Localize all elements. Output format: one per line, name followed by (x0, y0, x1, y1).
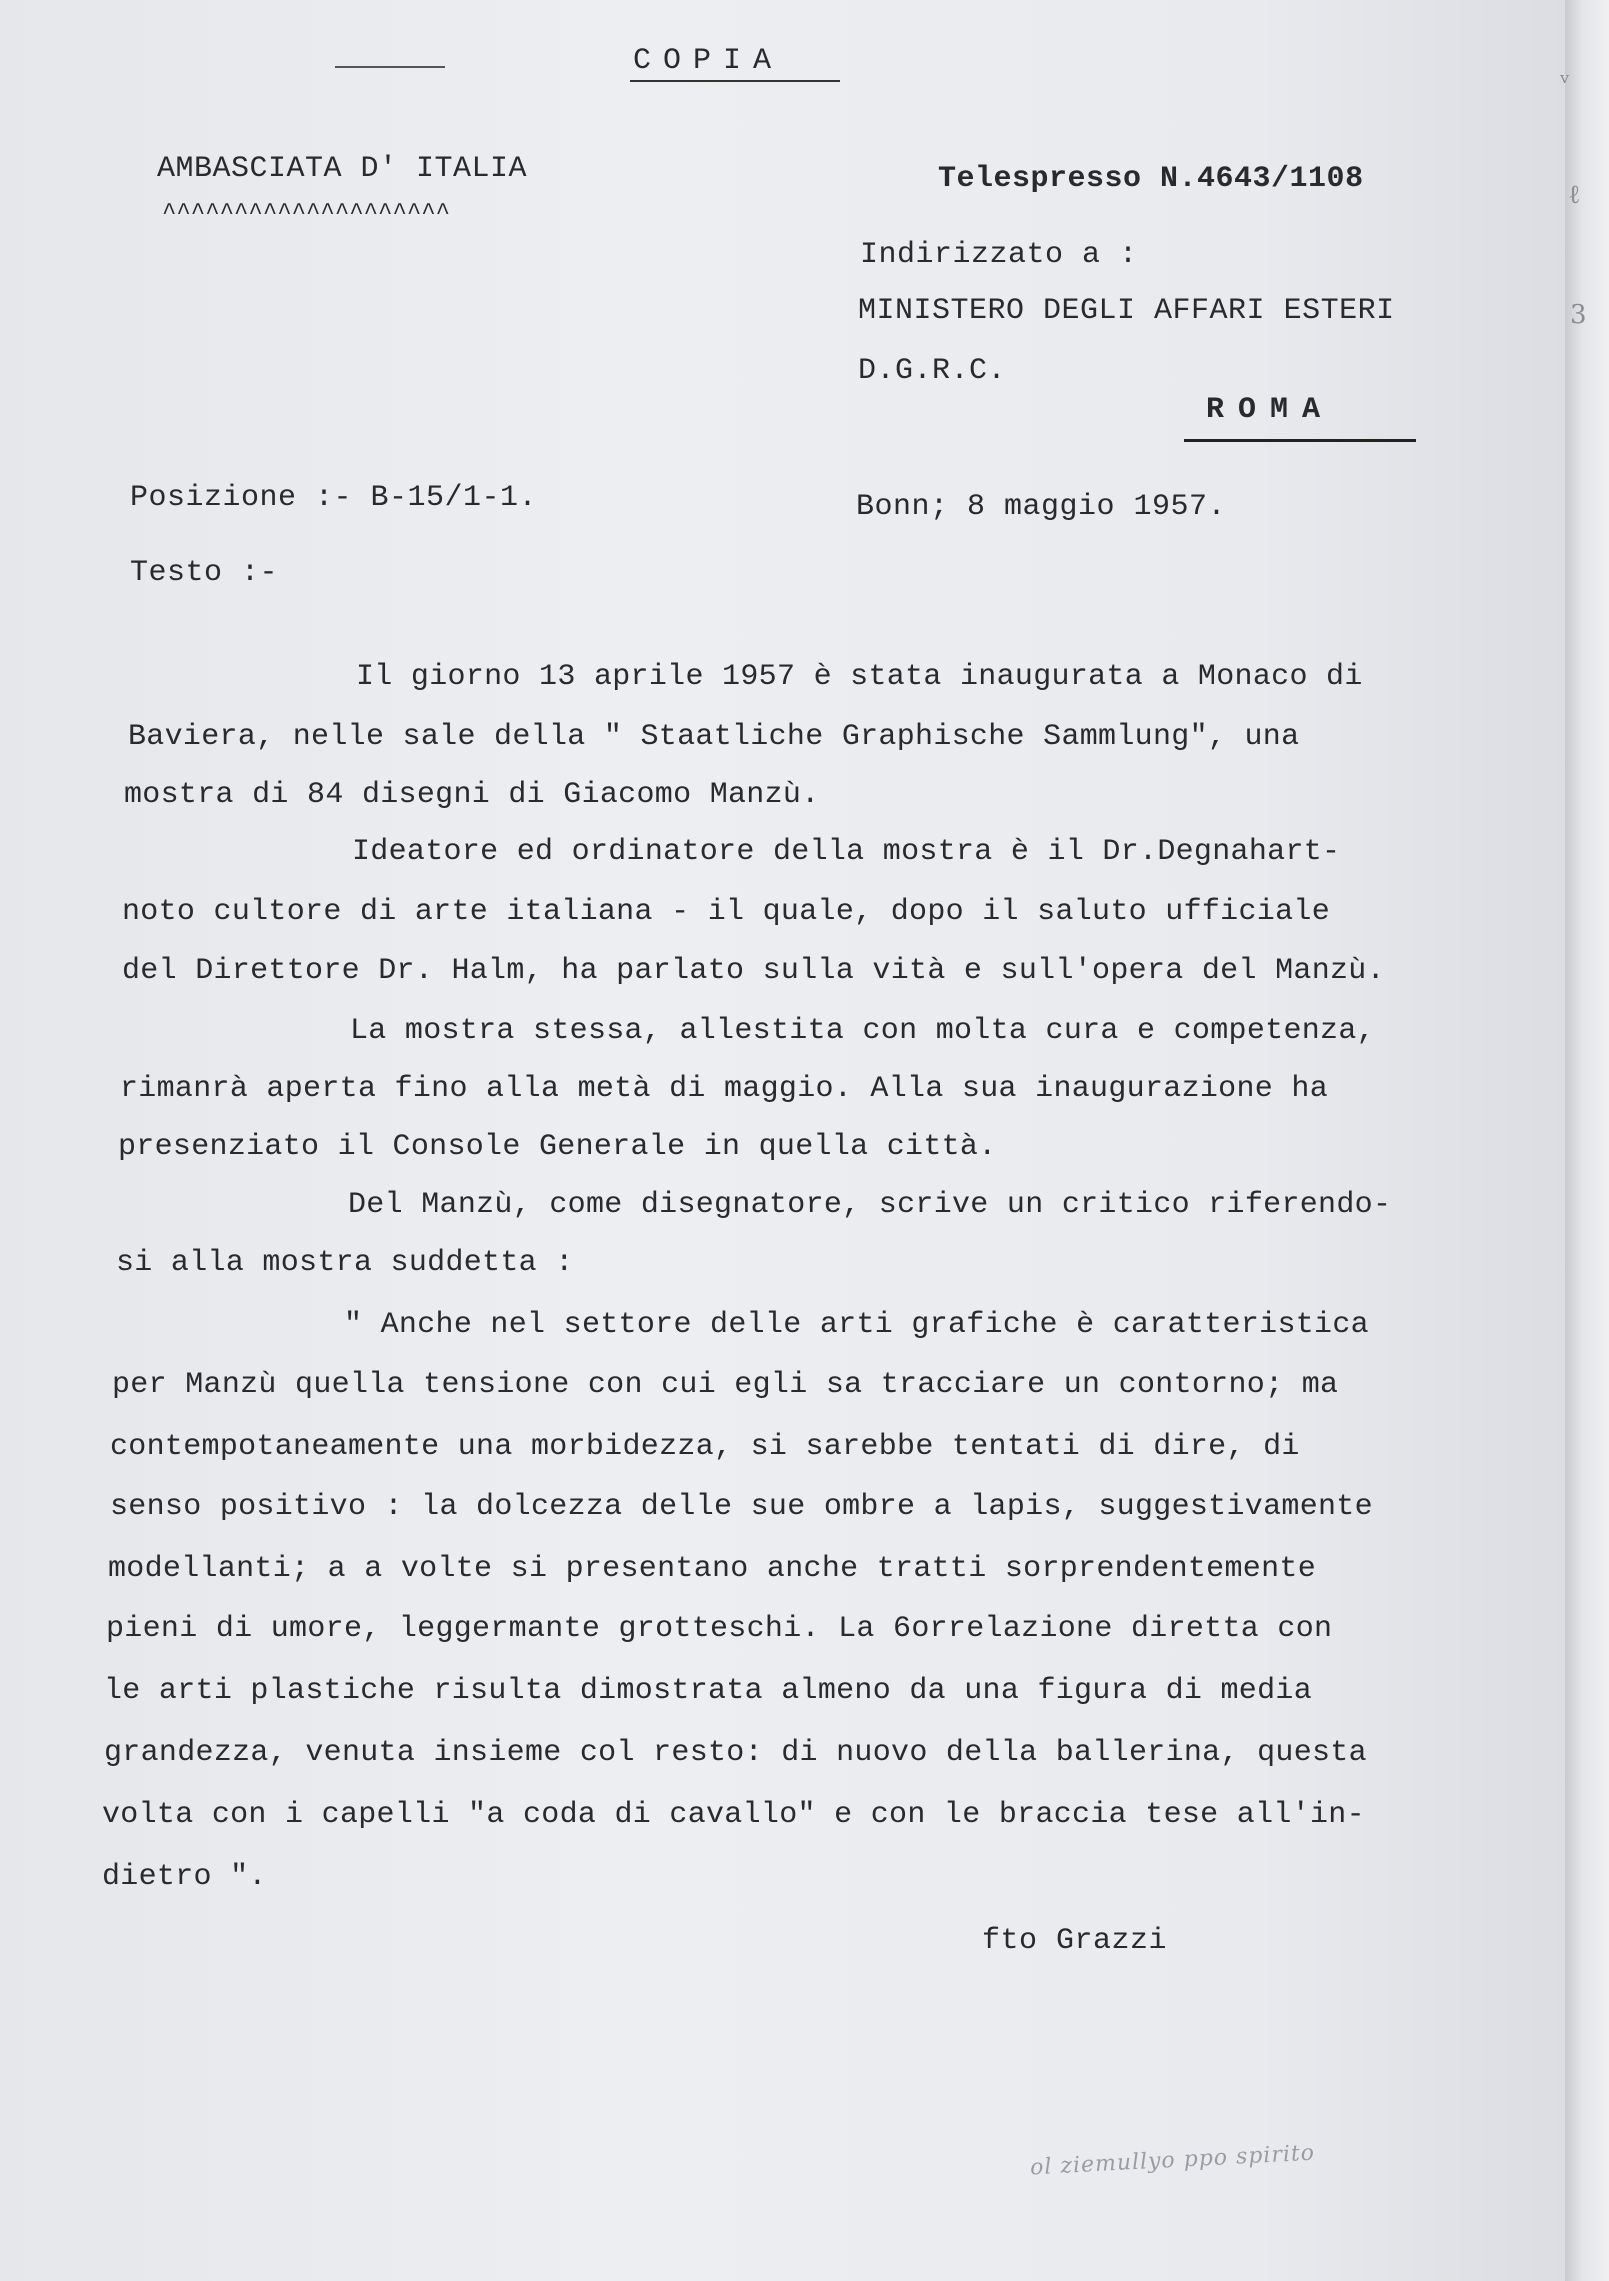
body-line: modellanti; a a volte si presentano anche tratti sorprendentemente (108, 1552, 1316, 1586)
signature: fto Grazzi (982, 1924, 1168, 1958)
body-line: grandezza, venuta insieme col resto: di nuovo della ballerina, questa (104, 1736, 1367, 1770)
position-reference: Posizione :- B-15/1-1. (130, 481, 538, 515)
text-label: Testo :- (130, 556, 279, 590)
header-title-underline (630, 80, 840, 82)
body-line: La mostra stessa, allestita con molta cura e competenza, (350, 1014, 1375, 1048)
margin-mark: ℓ (1568, 180, 1581, 210)
recipient-ministry: MINISTERO DEGLI AFFARI ESTERI (858, 294, 1395, 328)
body-line: rimanrà aperta fino alla metà di maggio. Alla sua inaugurazione ha (120, 1072, 1328, 1106)
body-line: pieni di umore, leggermante grotteschi. La 6orrelazione diretta con (106, 1612, 1333, 1646)
body-line: Ideatore ed ordinatore della mostra è il Dr.Degnahart- (352, 835, 1341, 869)
sender-underline: ^^^^^^^^^^^^^^^^^^^^ (162, 200, 451, 227)
body-line: senso positivo : la dolcezza delle sue ombre a lapis, suggestivamente (110, 1490, 1373, 1524)
margin-mark: ᵥ (1560, 60, 1570, 90)
body-line: dietro ". (102, 1860, 267, 1894)
body-line: Baviera, nelle sale della " Staatliche Graphische Sammlung", una (128, 720, 1300, 754)
sender-name: AMBASCIATA D' ITALIA (157, 152, 528, 186)
body-line: le arti plastiche risulta dimostrata almeno da una figura di media (104, 1674, 1312, 1708)
body-line: contempotaneamente una morbidezza, si sarebbe tentati di dire, di (110, 1430, 1300, 1464)
addressed-to-label: Indirizzato a : (860, 238, 1138, 272)
body-line: " Anche nel settore delle arti grafiche è caratteristica (344, 1308, 1369, 1342)
body-line: Del Manzù, come disegnatore, scrive un critico riferendo- (348, 1188, 1392, 1222)
body-line: presenziato il Console Generale in quella città. (118, 1130, 997, 1164)
margin-mark: 3 (1570, 300, 1587, 330)
body-line: del Direttore Dr. Halm, ha parlato sulla vità e sull'opera del Manzù. (122, 954, 1385, 988)
body-line: per Manzù quella tensione con cui egli sa tracciare un contorno; ma (112, 1368, 1339, 1402)
place-date: Bonn; 8 maggio 1957. (856, 490, 1227, 524)
body-line: si alla mostra suddetta : (116, 1246, 574, 1280)
recipient-department: D.G.R.C. (858, 354, 1007, 388)
body-line: Il giorno 13 aprile 1957 è stata inaugurata a Monaco di (356, 660, 1363, 694)
handwritten-note: ol ziemullyo ppo spirito (1029, 2140, 1316, 2181)
header-strike-mark (335, 66, 445, 68)
telespresso-reference: Telespresso N.4643/1108 (938, 162, 1364, 196)
page-edge (1565, 0, 1609, 2281)
body-line: volta con i capelli "a coda di cavallo" e con le braccia tese all'in- (102, 1798, 1365, 1832)
recipient-city: ROMA (1206, 393, 1335, 427)
body-line: mostra di 84 disegni di Giacomo Manzù. (124, 778, 820, 812)
header-title: COPIA (633, 44, 784, 78)
body-line: noto cultore di arte italiana - il quale, dopo il saluto ufficiale (122, 895, 1330, 929)
recipient-city-underline (1184, 439, 1416, 442)
